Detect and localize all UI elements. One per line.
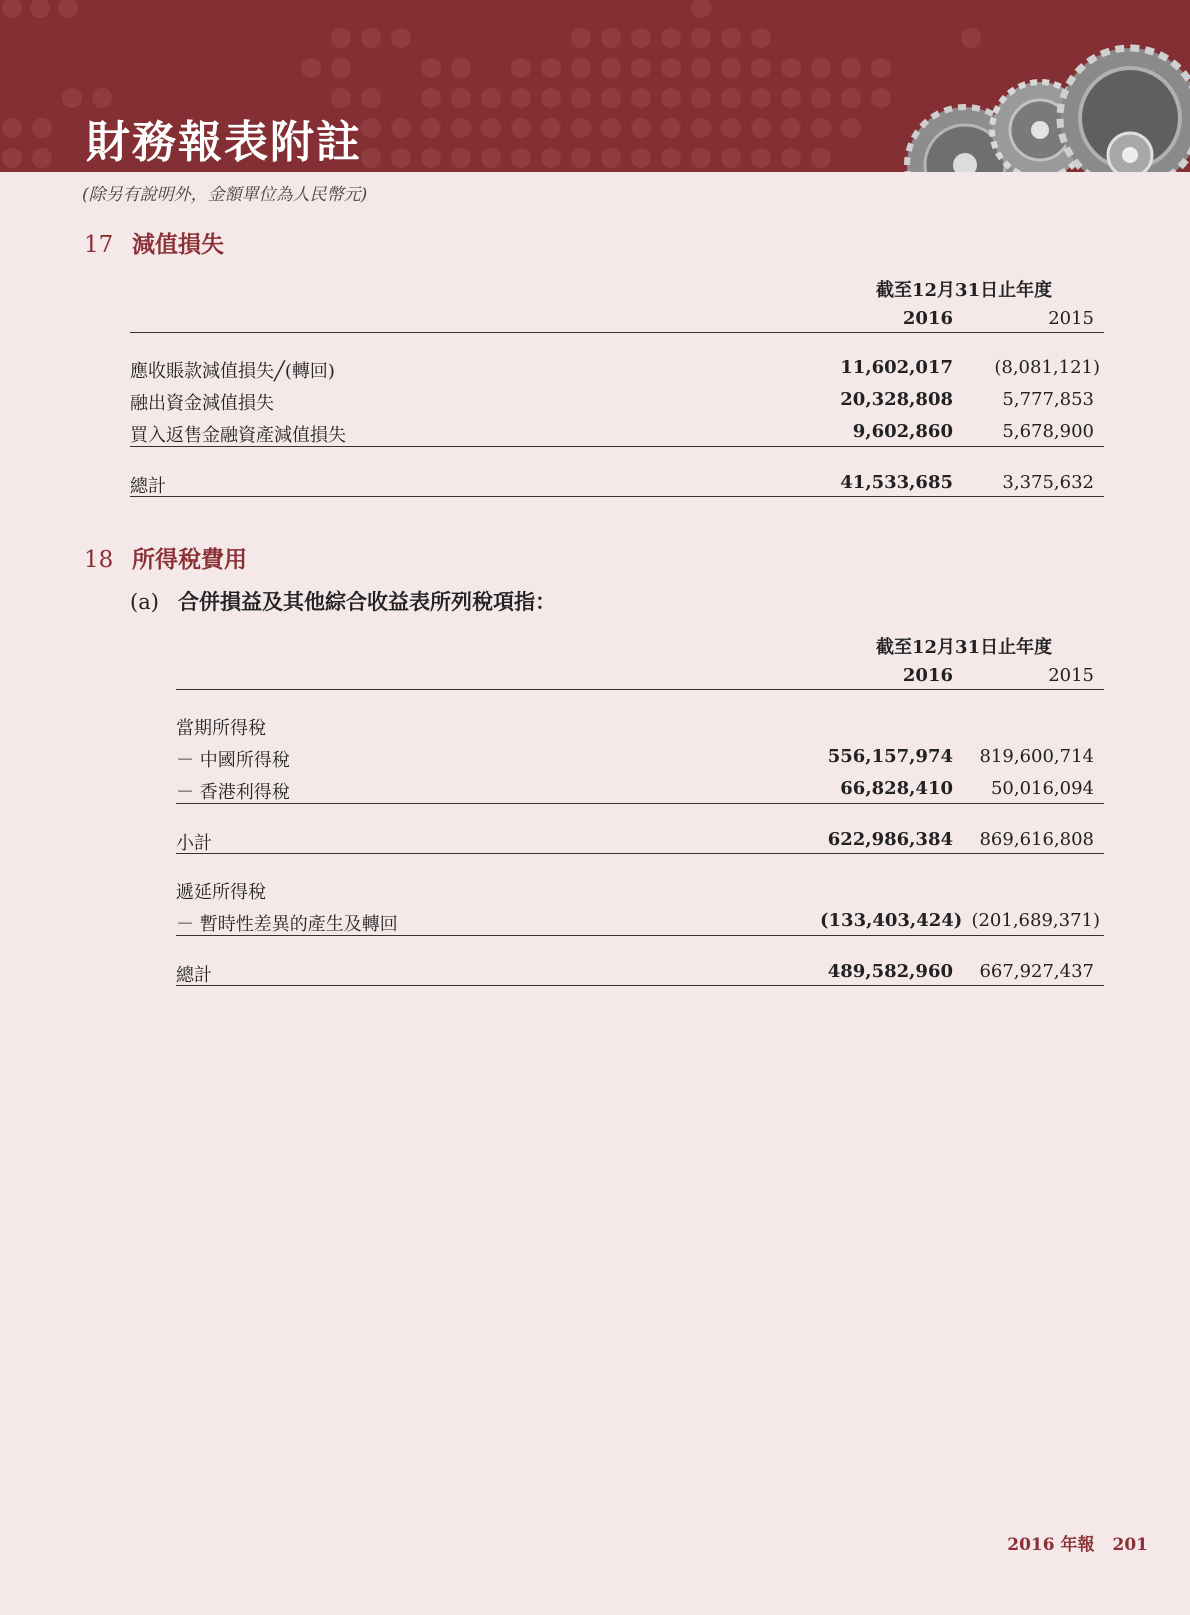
note-17-year-current: 2016: [902, 308, 953, 329]
page-title: 財務報表附註: [86, 117, 362, 168]
note-18-period-label: 截至12月31日止年度: [876, 637, 1053, 658]
total-prior: 3,375,632: [1002, 472, 1094, 493]
divider: [130, 332, 1104, 333]
row-prior: 819,600,714: [979, 746, 1094, 767]
row-label: 融出資金減值損失: [130, 393, 274, 414]
currency-note: (除另有說明外，金額單位為人民幣元): [82, 185, 368, 205]
row-prior: 5,678,900: [1002, 421, 1094, 442]
subtotal-label: 小計: [176, 833, 212, 854]
divider: [130, 446, 1104, 447]
current-tax-label: 當期所得稅: [176, 718, 266, 739]
total-label: 總計: [130, 476, 166, 497]
row-label: － 香港利得稅: [176, 782, 290, 803]
row-prior: 5,777,853: [1002, 389, 1094, 410]
report-name: 2016 年報: [1007, 1535, 1095, 1555]
divider: [130, 496, 1104, 497]
row-current: (133,403,424): [820, 910, 963, 931]
row-prior: 50,016,094: [990, 778, 1094, 799]
gears-illustration: [907, 48, 1190, 172]
note-18-year-current: 2016: [902, 665, 953, 686]
deferred-tax-label: 遞延所得稅: [176, 882, 266, 903]
row-current: 9,602,860: [852, 421, 953, 442]
page-number: 201: [1112, 1535, 1148, 1555]
row-label: － 暫時性差異的產生及轉回: [176, 914, 398, 935]
divider: [176, 689, 1104, 690]
note-17-number: 17: [84, 232, 114, 258]
row-current: 556,157,974: [827, 746, 953, 767]
note-18a-title: 合併損益及其他綜合收益表所列稅項指：: [178, 589, 556, 614]
note-18-heading: [84, 541, 247, 574]
row-label: 買入返售金融資產減值損失: [130, 425, 346, 446]
row-current: 20,328,808: [840, 389, 953, 410]
page-footer: [1007, 1530, 1148, 1555]
total-current: 41,533,685: [840, 472, 953, 493]
row-prior: (201,689,371): [971, 910, 1100, 931]
row-current: 66,828,410: [840, 778, 953, 799]
note-18-title: 所得稅費用: [132, 546, 247, 573]
divider: [176, 935, 1104, 936]
row-label: 應收賬款減值損失╱(轉回): [130, 361, 335, 382]
note-17-year-prior: 2015: [1048, 308, 1094, 329]
header-banner: [0, 0, 1190, 172]
note-18-year-prior: 2015: [1048, 665, 1094, 686]
row-current: 11,602,017: [840, 357, 953, 378]
divider: [176, 803, 1104, 804]
subtotal-prior: 869,616,808: [979, 829, 1094, 850]
divider: [176, 985, 1104, 986]
row-prior: (8,081,121): [994, 357, 1100, 378]
note-18a-heading: [130, 586, 556, 616]
note-18a-letter: (a): [130, 590, 159, 614]
total-current: 489,582,960: [827, 961, 953, 982]
note-17-title: 減值損失: [132, 231, 224, 258]
note-17-heading: [84, 226, 224, 259]
total-prior: 667,927,437: [979, 961, 1094, 982]
row-label: － 中國所得稅: [176, 750, 290, 771]
subtotal-current: 622,986,384: [827, 829, 953, 850]
total-label: 總計: [176, 965, 212, 986]
note-18-number: 18: [84, 547, 114, 573]
note-17-period-label: 截至12月31日止年度: [876, 280, 1053, 301]
divider: [176, 853, 1104, 854]
